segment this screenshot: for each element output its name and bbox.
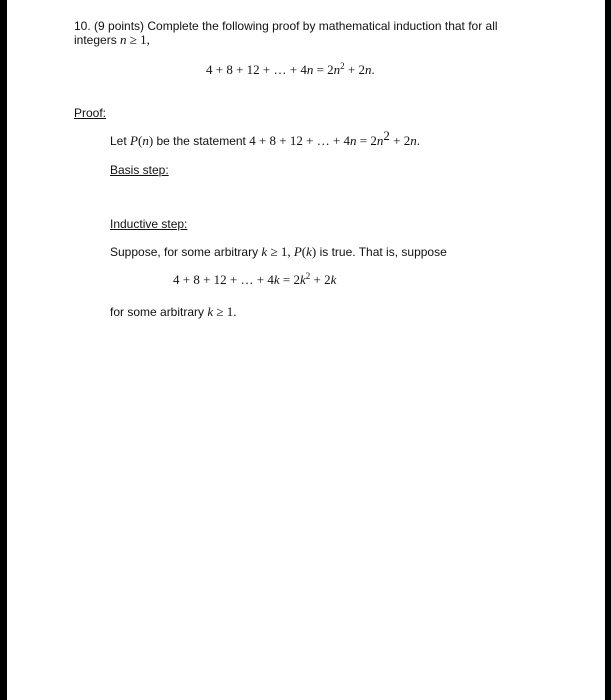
- P-var: P: [130, 133, 138, 148]
- problem-integers-line: [74, 33, 150, 47]
- paren-close: ): [148, 133, 154, 148]
- Pk-P: P: [293, 244, 302, 259]
- statement-end: .: [416, 133, 420, 148]
- suppose-suffix: is true. That is, suppose: [316, 245, 447, 259]
- integers-prefix: integers: [74, 33, 121, 47]
- document-page: [7, 0, 605, 700]
- ind-k: k: [273, 272, 280, 287]
- statement-n2: n: [376, 133, 384, 148]
- statement-n3: n: [410, 133, 417, 148]
- for-some-prefix: for some arbitrary: [110, 305, 208, 319]
- formula-lhs: 4 + 8 + 12 + … + 4: [206, 62, 307, 77]
- statement-sup: 2: [383, 128, 390, 143]
- let-middle: be the statement: [153, 134, 250, 148]
- formula-sup: 2: [340, 61, 345, 71]
- formula-plus: + 2: [344, 62, 366, 77]
- ind-lhs: 4 + 8 + 12 + … + 4: [173, 272, 274, 287]
- suppose-line: [110, 245, 447, 259]
- formula-eq: = 2: [313, 62, 334, 77]
- ind-sup: 2: [305, 271, 311, 281]
- statement-n: n: [350, 133, 357, 148]
- statement-lhs: 4 + 8 + 12 + … + 4: [249, 133, 351, 148]
- Pk-k: k: [306, 244, 312, 259]
- formula-end: .: [371, 62, 375, 77]
- inductive-hypothesis-formula: [173, 273, 336, 287]
- suppose-prefix: Suppose, for some arbitrary: [110, 245, 262, 259]
- basis-step-label: Basis step:: [110, 163, 169, 177]
- problem-formula: [206, 63, 375, 77]
- paren-open: (: [137, 133, 143, 148]
- n-variable: n: [120, 32, 127, 47]
- Pk-open: (: [301, 244, 307, 259]
- statement-plus: + 2: [389, 133, 411, 148]
- ind-k2: k: [299, 272, 306, 287]
- formula-n: n: [306, 62, 314, 77]
- for-some-line: [110, 305, 237, 319]
- proof-label: Proof:: [74, 106, 107, 120]
- Pk-close: ): [311, 244, 317, 259]
- integers-condition: ≥ 1,: [126, 32, 150, 47]
- suppose-cond: ≥ 1,: [267, 244, 294, 259]
- inductive-step-label: Inductive step:: [110, 217, 188, 231]
- k-var: k: [261, 244, 268, 259]
- statement-eq: = 2: [356, 133, 377, 148]
- ind-k3: k: [330, 272, 337, 287]
- formula-n2: n: [333, 62, 341, 77]
- for-some-cond: ≥ 1.: [213, 304, 237, 319]
- problem-header: 10. (9 points) Complete the following proof by mathematical induction that for all: [74, 19, 498, 33]
- proof-statement: [110, 128, 420, 148]
- formula-n3: n: [365, 62, 372, 77]
- n-var: n: [142, 133, 149, 148]
- ind-plus: + 2: [310, 272, 331, 287]
- let-prefix: Let: [110, 134, 131, 148]
- for-some-k: k: [207, 304, 214, 319]
- ind-eq: = 2: [279, 272, 300, 287]
